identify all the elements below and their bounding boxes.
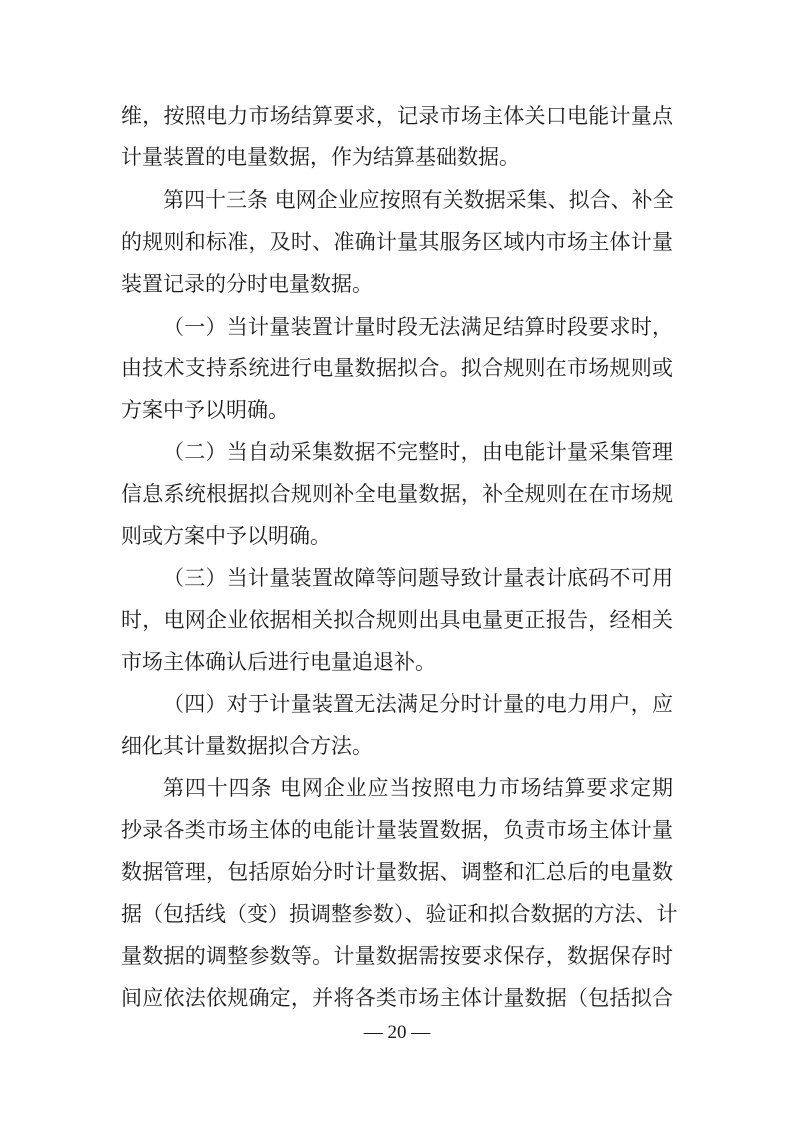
- article-43-heading-line: 第四十三条 电网企业应按照有关数据采集、拟合、补全: [163, 188, 674, 212]
- text-line: 据（包括线（变）损调整参数）、验证和拟合数据的方法、计: [121, 902, 678, 926]
- text-line: 间应依法依规确定，并将各类市场主体计量数据（包括拟合: [121, 986, 673, 1010]
- text-line: 数据管理，包括原始分时计量数据、调整和汇总后的电量数: [121, 860, 673, 884]
- text-line: 装置记录的分时电量数据。: [121, 272, 373, 296]
- text-line: 信息系统根据拟合规则补全电量数据，补全规则在在市场规: [121, 482, 673, 506]
- text-line: 市场主体确认后进行电量追退补。: [121, 650, 436, 674]
- clause-2-line: （二）当自动采集数据不完整时，由电能计量采集管理: [163, 440, 673, 464]
- text-line: 时，电网企业依据相关拟合规则出具电量更正报告，经相关: [121, 608, 673, 632]
- text-line: 量数据的调整参数等。计量数据需按要求保存，数据保存时: [121, 944, 673, 968]
- page-number: — 20 —: [363, 1022, 431, 1043]
- text-line: 的规则和标准，及时、准确计量其服务区域内市场主体计量: [121, 230, 673, 254]
- clause-4-line: （四）对于计量装置无法满足分时计量的电力用户，应: [163, 692, 673, 716]
- text-line: 计量装置的电量数据，作为结算基础数据。: [121, 145, 520, 169]
- text-line: 细化其计量数据拟合方法。: [121, 734, 373, 758]
- text-line: 维，按照电力市场结算要求，记录市场主体关口电能计量点: [121, 104, 673, 128]
- text-line: 由技术支持系统进行电量数据拟合。拟合规则在市场规则或: [121, 356, 673, 380]
- clause-1-line: （一）当计量装置计量时段无法满足结算时段要求时，: [163, 315, 673, 339]
- clause-3-line: （三）当计量装置故障等问题导致计量表计底码不可用: [163, 566, 673, 590]
- text-line: 则或方案中予以明确。: [121, 524, 331, 548]
- article-44-heading-line: 第四十四条 电网企业应当按照电力市场结算要求定期: [163, 776, 673, 800]
- text-line: 抄录各类市场主体的电能计量装置数据，负责市场主体计量: [121, 818, 673, 842]
- text-line: 方案中予以明确。: [121, 398, 289, 422]
